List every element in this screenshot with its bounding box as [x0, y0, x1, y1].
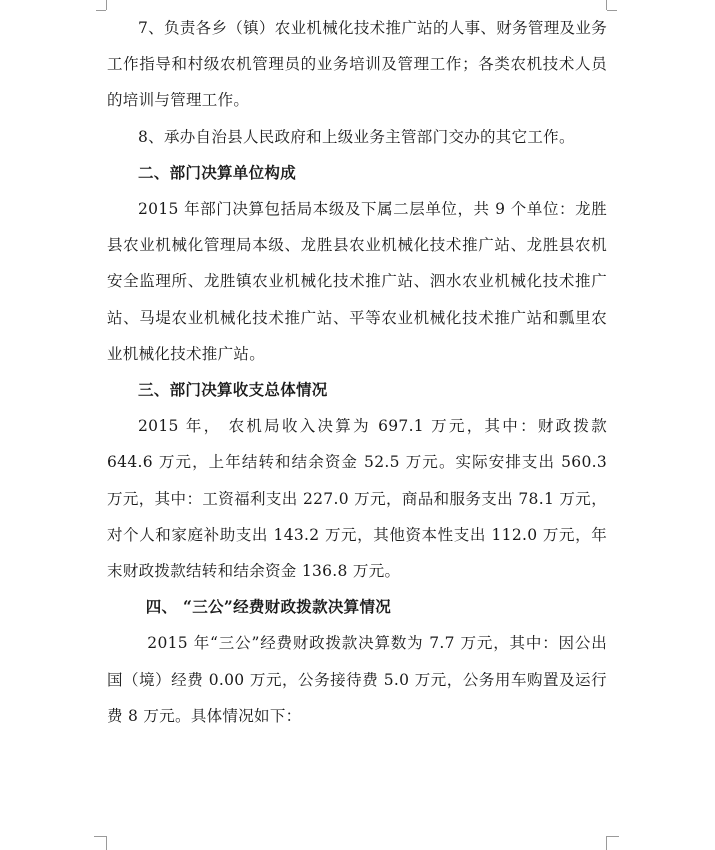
- crop-mark-top-right: [607, 10, 617, 11]
- paragraph-duty-8: 8、承办自治县人民政府和上级业务主管部门交办的其它工作。: [138, 127, 575, 146]
- section-heading-sangong: 四、 “三公”经费财政拨款决算情况: [145, 597, 392, 617]
- crop-mark-top-right: [606, 0, 607, 10]
- crop-mark-top-left: [106, 0, 107, 10]
- crop-mark-bottom-right: [607, 836, 619, 837]
- crop-mark-bottom-left: [94, 836, 106, 837]
- paragraph-duty-7: 7、负责各乡（镇）农业机械化技术推广站的人事、财务管理及业务工作指导和村级农机管理员的业务培训及管理工作；各类农机技术人员的培训与管理工作。: [107, 19, 607, 110]
- section-heading-budget: 三、部门决算收支总体情况: [138, 380, 328, 400]
- paragraph-units: 2015 年部门决算包括局本级及下属二层单位，共 9 个单位：龙胜县农业机械化管理局本级、龙胜县农业机械化技术推广站、龙胜县农机安全监理所、龙胜镇农业机械化技术推广站、泗水农业机械化技术推广站、马堤农业机械化技术推广站、平等农业机械化技术推广站和瓢里农业机械化技术推广站。: [107, 200, 607, 363]
- paragraph-sangong: 2015 年“三公”经费财政拨款决算数为 7.7 万元，其中：因公出国（境）经费 0.00 万元，公务接待费 5.0 万元，公务用车购置及运行费 8 万元。具体情况如下：: [107, 634, 607, 725]
- crop-mark-bottom-left: [106, 836, 107, 850]
- paragraph-budget: 2015 年， 农机局收入决算为 697.1 万元，其中：财政拨款 644.6 万元，上年结转和结余资金 52.5 万元。实际安排支出 560.3 万元，其中：工资福利支出 227.0 万元，商品和服务支出 78.1 万元，对个人和家庭补助支出 143.2 万元，其他资本性支出 112.0 万元，年末财政拨款结转和结余资金 136.8 万元。: [107, 417, 607, 581]
- section-heading-units: 二、部门决算单位构成: [138, 162, 297, 182]
- crop-mark-bottom-right: [606, 836, 607, 850]
- document-body: [107, 10, 607, 734]
- crop-mark-top-left: [96, 10, 106, 11]
